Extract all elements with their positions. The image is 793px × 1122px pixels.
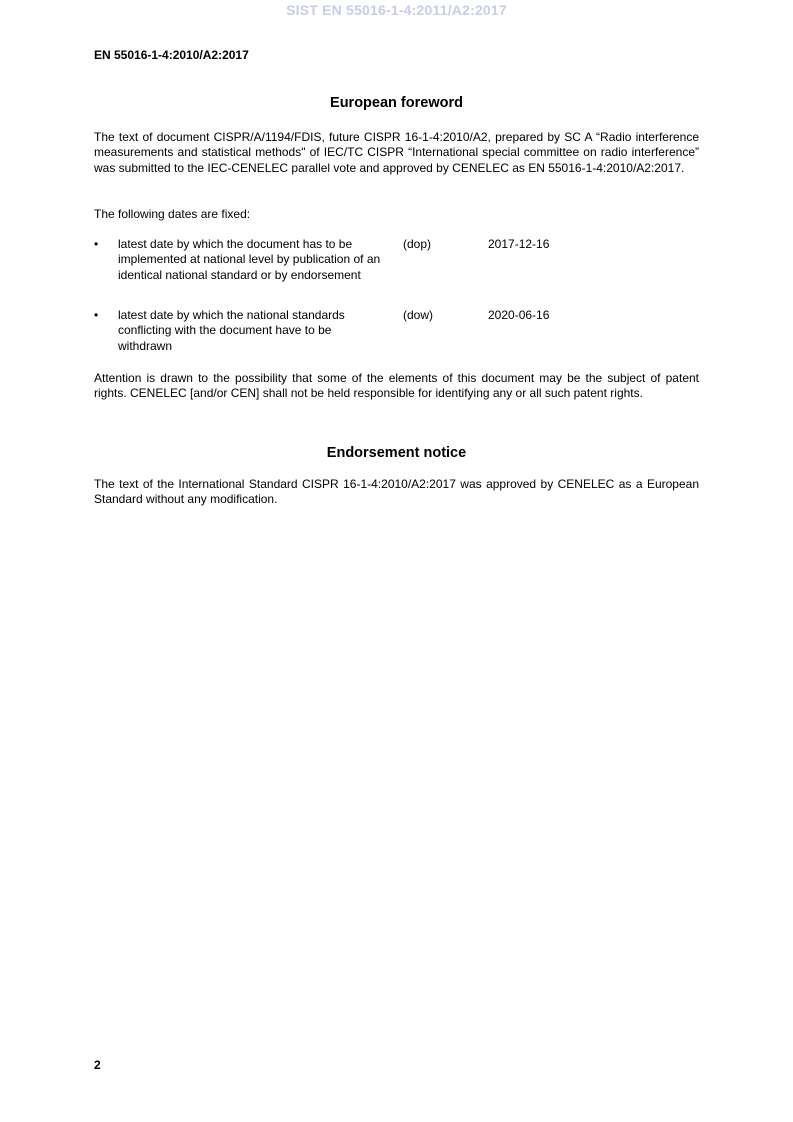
foreword-intro-paragraph: The text of document CISPR/A/1194/FDIS, future CISPR 16-1-4:2010/A2, prepared by SC A “Radio interference measurements and statistical methods" of IEC/TC CISPR “International special committee on radio interference” was submitted to the IEC-CENELEC parallel vote and approved by CENELEC as EN 55016-1-4:2010/A2:2017. (94, 130, 699, 175)
foreword-heading: European foreword (330, 95, 463, 111)
endorsement-heading: Endorsement notice (326, 445, 467, 461)
attention-paragraph: Attention is drawn to the possibility that some of the elements of this document may be the subject of patent rights. CENELEC [and/or CEN] shall not be held responsible for identifying any or all such patent rights. (94, 371, 699, 401)
bullet-icon: • (94, 308, 99, 322)
date-description: latest date by which the national standards conflicting with the document have to be withdrawn (118, 308, 345, 353)
dates-intro-paragraph: The following dates are fixed: (94, 207, 251, 221)
document-id: EN 55016-1-4:2010/A2:2017 (94, 48, 249, 62)
endorsement-paragraph: The text of the International Standard CISPR 16-1-4:2010/A2:2017 was approved by CENELEC as a European Standard without any modification. (94, 477, 699, 507)
date-value: 2020-06-16 (488, 308, 550, 322)
date-code: (dop) (403, 237, 432, 251)
bullet-icon: • (94, 237, 99, 251)
date-description: latest date by which the document has to be implemented at national level by publication of an identical national standard or by endorsement (118, 237, 381, 282)
date-code: (dow) (403, 308, 434, 322)
page-number: 2 (94, 1058, 101, 1072)
date-value: 2017-12-16 (488, 237, 550, 251)
watermark-header: SIST EN 55016-1-4:2011/A2:2017 (286, 2, 507, 18)
